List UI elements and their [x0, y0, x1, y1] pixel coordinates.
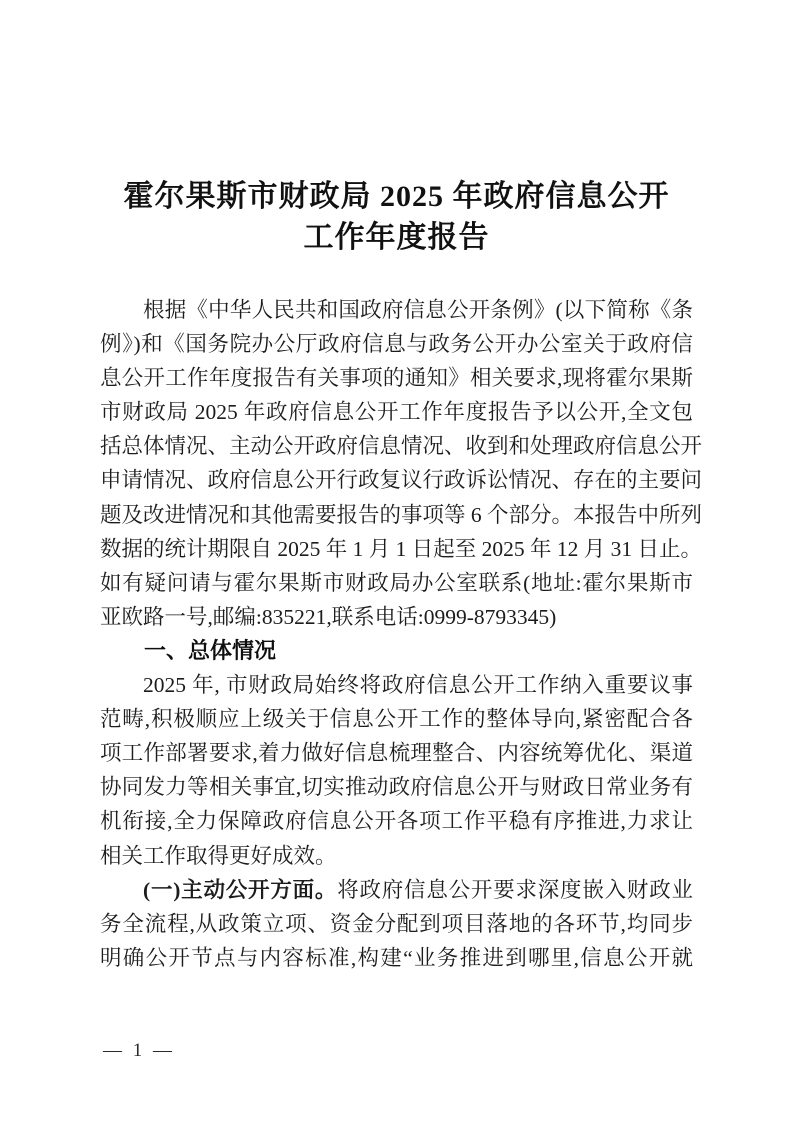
text-line: 申请情况、政府信息公开行政复议行政诉讼情况、存在的主要问 — [100, 468, 703, 493]
section-heading: 一、总体情况 — [144, 637, 277, 663]
page-number: — 1 — — [103, 1040, 175, 1061]
text-line: (一)主动公开方面。将政府信息公开要求深度嵌入财政业 — [143, 877, 693, 902]
text-line: 相关工作取得更好成效。 — [100, 843, 337, 868]
text-line: 务全流程,从政策立项、资金分配到项目落地的各环节,均同步 — [100, 911, 693, 936]
text-line: 例》)和《国务院办公厅政府信息与政务公开办公室关于政府信 — [100, 332, 693, 357]
text-line: 范畴,积极顺应上级关于信息公开工作的整体导向,紧密配合各 — [100, 707, 693, 732]
text-line: 题及改进情况和其他需要报告的事项等 6 个部分。本报告中所列 — [100, 502, 703, 527]
text-line: 括总体情况、主动公开政府信息情况、收到和处理政府信息公开 — [100, 434, 703, 459]
document-title-line-1: 霍尔果斯市财政局 2025 年政府信息公开 — [123, 180, 670, 213]
text-line: 机衔接,全力保障政府信息公开各项工作平稳有序推进,力求让 — [100, 809, 693, 834]
document-body — [100, 293, 703, 975]
document-title-line-2: 工作年度报告 — [303, 221, 490, 254]
text-line: 如有疑问请与霍尔果斯市财政局办公室联系(地址:霍尔果斯市 — [100, 570, 693, 595]
text-line: 协同发力等相关事宜,切实推动政府信息公开与财政日常业务有 — [100, 775, 693, 800]
text-line: 息公开工作年度报告有关事项的通知》相关要求,现将霍尔果斯 — [100, 366, 693, 391]
text-line: 亚欧路一号,邮编:835221,联系电话:0999-8793345) — [100, 604, 557, 629]
text-line: 市财政局 2025 年政府信息公开工作年度报告予以公开,全文包 — [100, 400, 693, 425]
document-title — [70, 176, 723, 258]
text-line: 项工作部署要求,着力做好信息梳理整合、内容统筹优化、渠道 — [100, 741, 693, 766]
text-line: 2025 年, 市财政局始终将政府信息公开工作纳入重要议事 — [143, 673, 693, 698]
text-line: 根据《中华人民共和国政府信息公开条例》(以下简称《条 — [143, 298, 693, 322]
text-line: 数据的统计期限自 2025 年 1 月 1 日起至 2025 年 12 月 31 日止。 — [100, 536, 703, 561]
text-line: 明确公开节点与内容标准,构建“业务推进到哪里,信息公开就 — [100, 945, 693, 970]
paragraph-bold-lead: (一)主动公开方面。 — [143, 877, 338, 902]
